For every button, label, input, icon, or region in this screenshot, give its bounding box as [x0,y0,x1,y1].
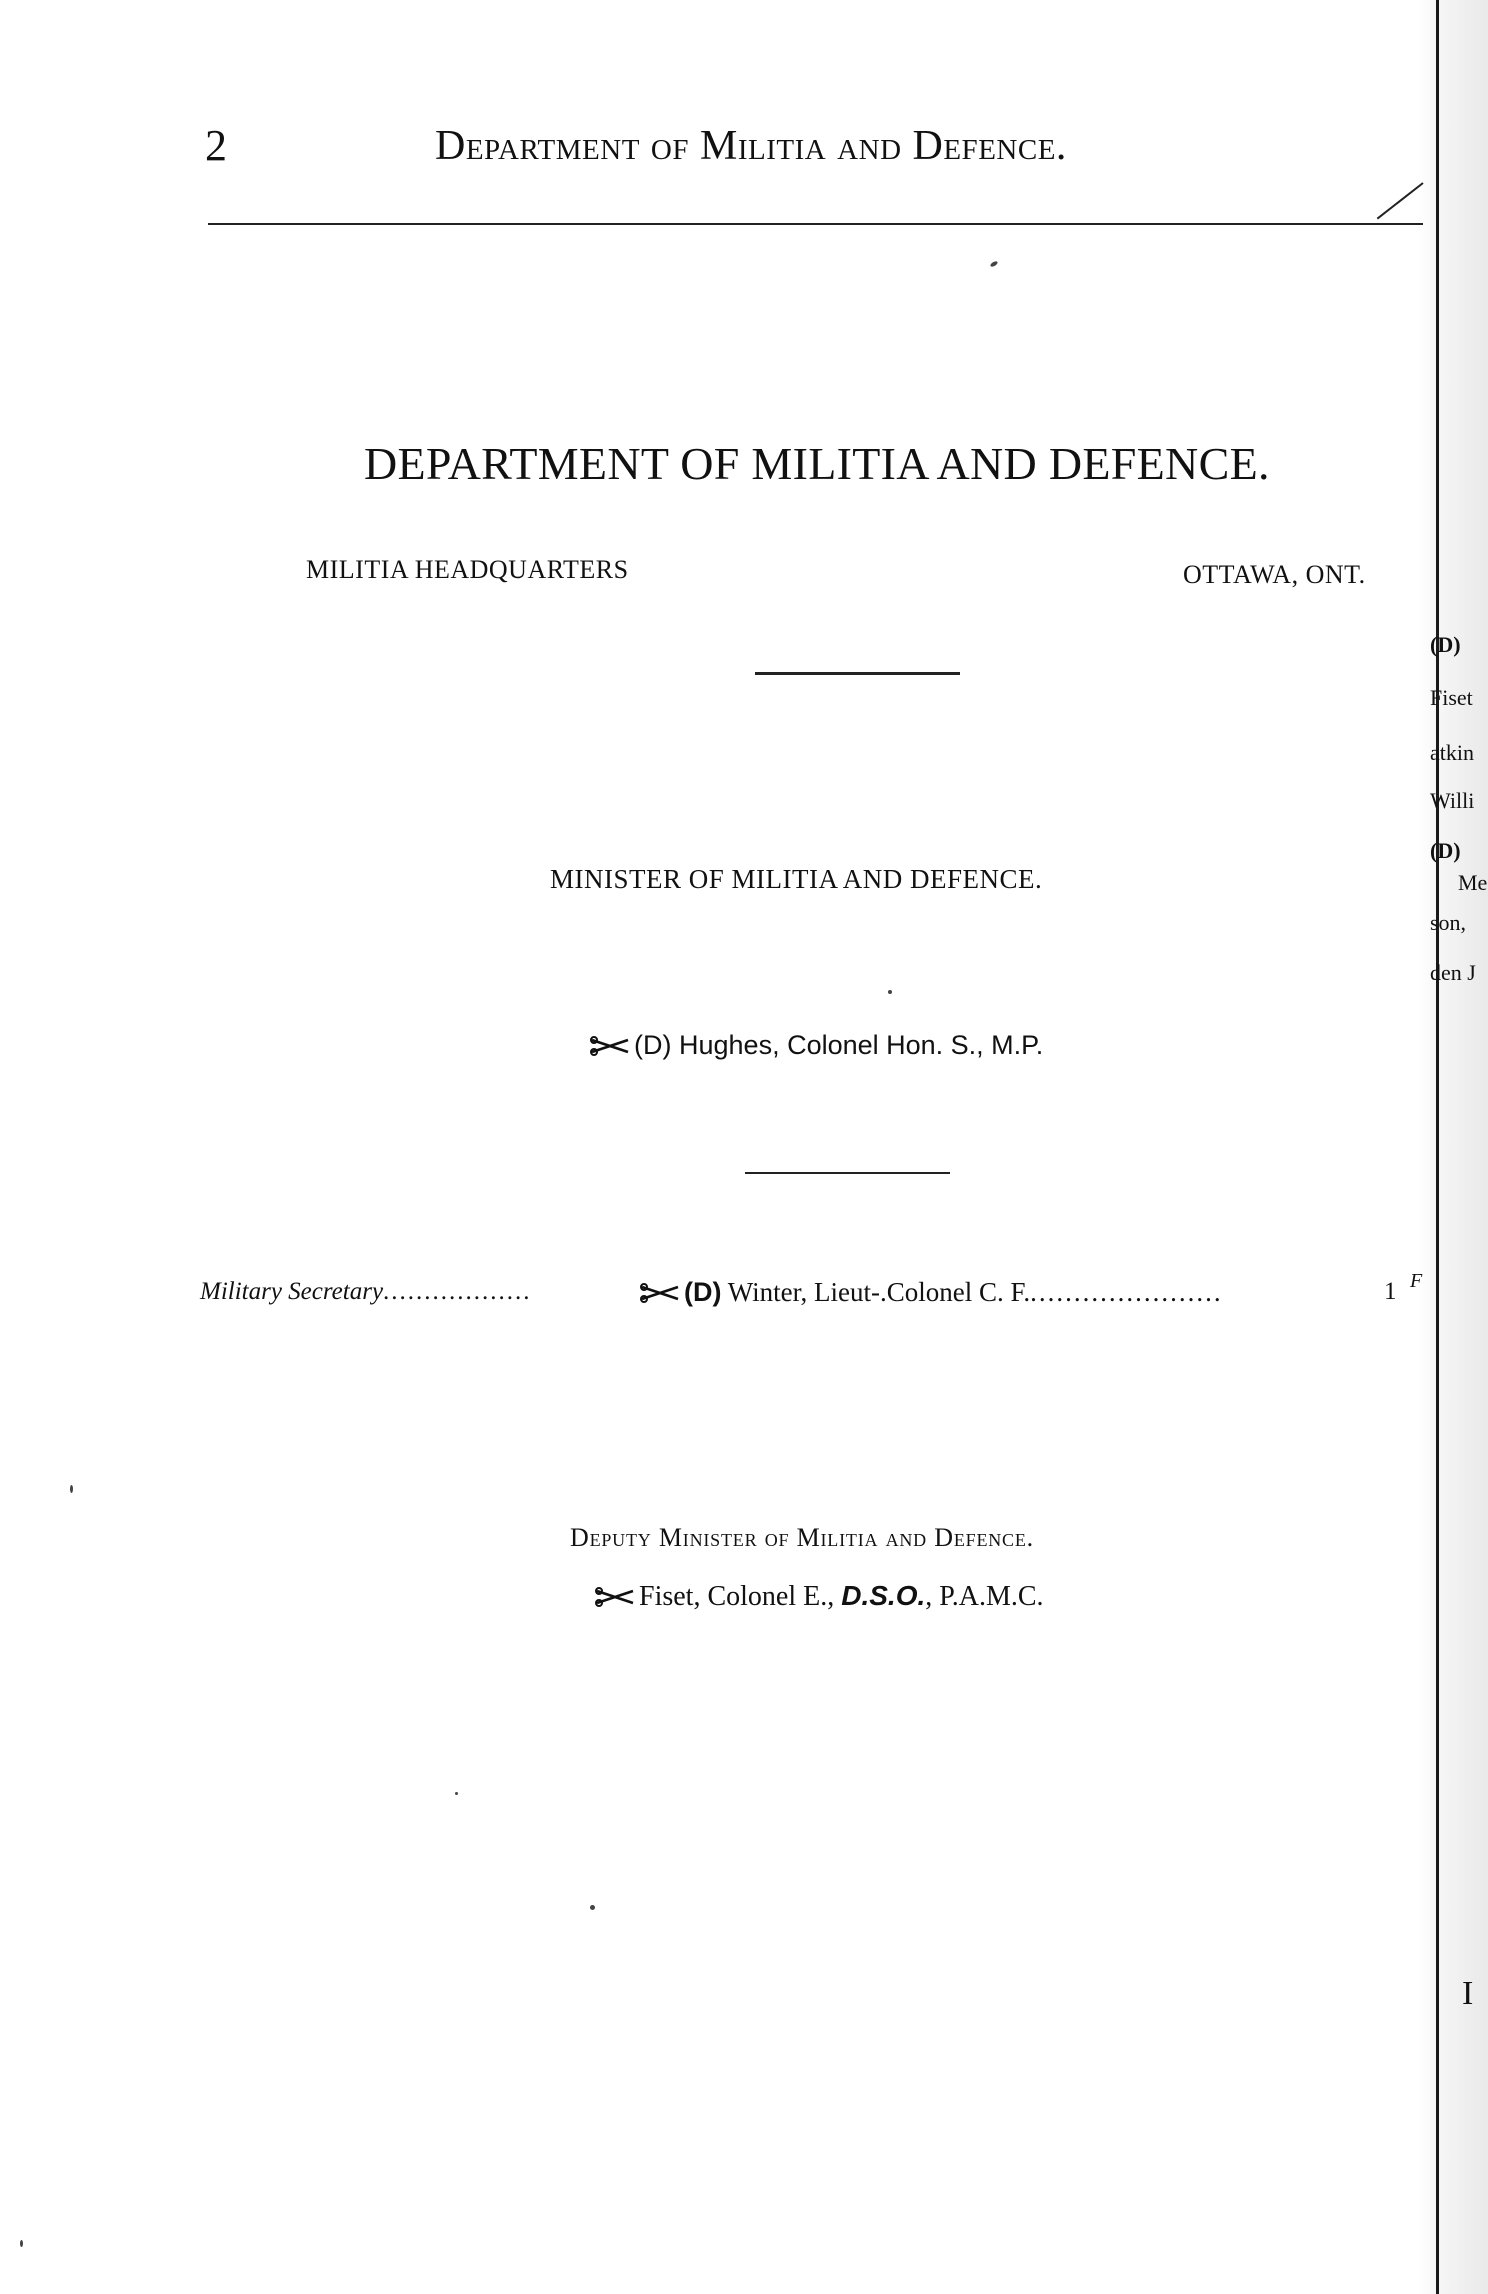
minister-prefix: (D) [634,1030,672,1060]
deputy-minister-honours: D.S.O. [841,1580,926,1611]
scan-speck [888,990,892,994]
main-title: DEPARTMENT OF MILITIA AND DEFENCE. [364,438,1270,489]
facing-page-fragment: (D) [1430,838,1461,863]
facing-page-fragment: I [1462,1975,1474,2012]
facing-page-fragment: (D) [1430,632,1461,657]
crossed-swords-icon [595,1583,635,1603]
facing-page-fragment: den J [1430,960,1476,985]
military-secretary-prefix: (D) [684,1277,722,1307]
facing-page-fragment: Fiset [1430,685,1473,710]
facing-page-fragment: F [1410,1270,1423,1292]
scan-speck [590,1905,595,1910]
minister-name: Hughes, Colonel Hon. S., M.P. [679,1030,1044,1060]
facing-page-fragment: Willi [1430,788,1475,813]
section-rule [755,672,960,675]
scan-speck [990,260,999,267]
scan-speck [70,1485,73,1493]
location-left: MILITIA HEADQUARTERS [306,555,629,584]
deputy-minister-entry [595,1580,1044,1613]
facing-page-fragment: atkin [1430,740,1474,765]
military-secretary-name: Winter, Lieut-.Colonel C. F. [727,1277,1031,1307]
page-number: 2 [205,121,227,170]
military-secretary-entry: (D) Winter, Lieut-.Colonel C. F....................... [640,1277,1223,1308]
header-rule [208,223,1423,225]
binding-edge [1436,0,1439,2294]
deputy-minister-heading: Deputy Minister of Militia and Defence. [570,1523,1034,1552]
location-right: OTTAWA, ONT. [1183,560,1366,589]
crossed-swords-icon [590,1032,630,1052]
minister-heading: MINISTER OF MILITIA AND DEFENCE. [550,864,1043,894]
deputy-minister-name: Fiset, Colonel E., [639,1581,842,1612]
page-gutter [1418,0,1488,2294]
header-rule-curl [1377,182,1424,219]
facing-page-fragment: Me [1458,870,1488,895]
facing-page-fragment: son, [1430,910,1467,935]
section-rule [745,1172,950,1174]
deputy-minister-suffix: , P.A.M.C. [925,1581,1044,1612]
running-header-title: Department of Militia and Defence. [435,123,1067,169]
scan-speck [20,2240,23,2247]
scan-speck [455,1792,458,1795]
military-secretary-number: 1 [1384,1278,1397,1305]
military-secretary-label: Military Secretary.................. [200,1278,532,1305]
minister-entry [590,1030,1043,1061]
crossed-swords-icon [640,1279,680,1299]
